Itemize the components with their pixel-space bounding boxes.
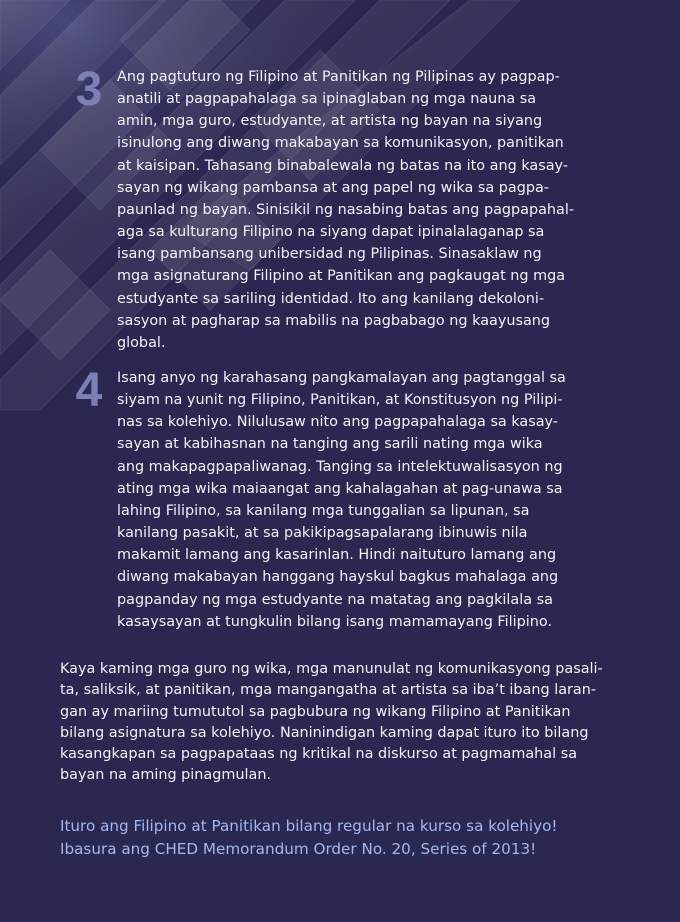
section-text: Isang anyo ng karahasang pangkamalayan ang pagtanggal sa siyam na yunit ng Filipino, Panitikan, at Konstitusyon ng Pilipi- nas sa kolehiyo. Nilulusaw nito ang pagpapahalaga sa kasay- sayan at kabihasnan na tanging ang sarili nating mga wika ang makapagpapaliwanag. Tanging sa intelektuwalisasyon ng ating mga wika maiaangat ang kahalagahan at pag-unawa sa lahing Filipino, sa kanilang mga tunggalian sa lipunan, sa kanilang pasakit, at sa pakikipagsapalarang ibinuwis nila makamit lamang ang kasarinlan. Hindi naituturo lamang ang diwang makabayan hanggang hayskul bagkus mahalaga ang pagpanday ng mga estudyante na matatag ang pagkilala sa kasaysayan at tungkulin bilang isang mamamayang Filipino. (117, 370, 566, 630)
section-number: 3 (75, 63, 103, 116)
call-to-action (60, 815, 660, 861)
closing-paragraph: Kaya kaming mga guro ng wika, mga manunulat ng komunikasyong pasali- ta, saliksik, at panitikan, mga mangangatha at artista sa iba’t ibang laran- gan ay mariing tumututol sa pagbubura ng wikang Filipino at Panitikan bilang asignatura sa kolehiyo. Naninindigan kaming dapat ituro ito bilang kasangkapan sa pagpapataas ng kritikal na diskurso at pagmamahal sa bayan na aming pinagmulan. (60, 661, 603, 784)
section-text: Ang pagtuturo ng Filipino at Panitikan ng Pilipinas ay pagpap- anatili at pagpapahalaga sa ipinaglaban ng mga nauna sa amin, mga guro, estudyante, at artista ng bayan na siyang isinulong ang diwang makabayan sa komunikasyon, panitikan at kaisipan. Tahasang binabalewala ng batas na ito ang kasay- sayan ng wikang pambansa at ang papel ng wika sa pagpa- paunlad ng bayan. Sinisikil ng nasabing batas ang pagpapahal- aga sa kulturang Filipino na siyang dapat ipinalalaganap sa isang pambansang unibersidad ng Pilipinas. Sinasaklaw ng mga asignaturang Filipino at Panitikan ang pagkaugat ng mga estudyante sa sariling identidad. Ito ang kanilang dekoloni- sasyon at pagharap sa mabilis na pagbabago ng kaayusang global. (117, 69, 575, 351)
section-number: 4 (75, 364, 103, 417)
call-to-action-line: Ibasura ang CHED Memorandum Order No. 20, Series of 2013! (60, 840, 537, 858)
call-to-action-line: Ituro ang Filipino at Panitikan bilang regular na kurso sa kolehiyo! (60, 817, 558, 835)
